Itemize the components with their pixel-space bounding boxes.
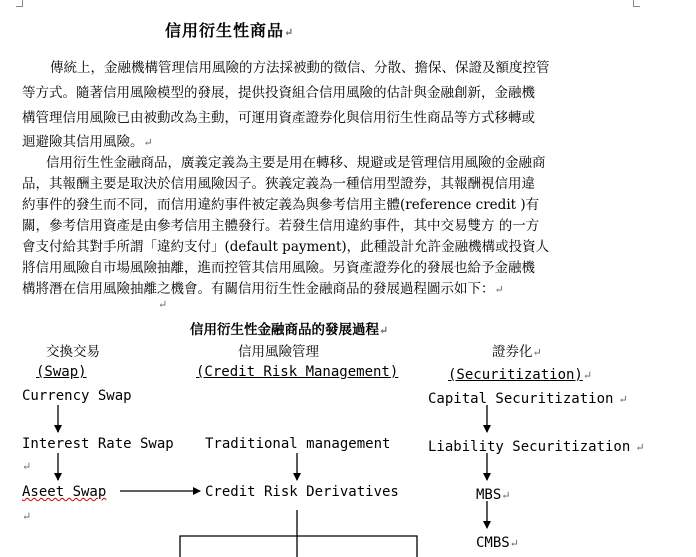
credit-node-derivatives: Credit Risk Derivatives xyxy=(205,484,399,500)
sec-node-mbs: MBS xyxy=(476,487,502,503)
paragraph-mark-icon: ↵ xyxy=(158,298,168,311)
sec-node-liability: Liability Securitization xyxy=(428,439,631,455)
paragraph-mark-icon: ↵ xyxy=(284,26,295,39)
paragraph-mark-icon: ↵ xyxy=(509,537,519,550)
paragraph-2-line-7: 構將潛在信用風險抽離之機會。有關信用衍生性金融商品的發展過程圖示如下：↵ xyxy=(22,281,504,297)
swap-node-interest-rate: Interest Rate Swap xyxy=(22,436,174,452)
paragraph-mark-icon: ↵ xyxy=(143,136,153,149)
swap-node-currency: Currency Swap xyxy=(22,388,132,404)
column-header-credit-risk: 信用風險管理 xyxy=(238,344,319,360)
paragraph-2-line-6: 將信用風險自市場風險抽離，進而控管其信用風險。另資產證券化的發展也給予金融機 xyxy=(22,260,535,276)
diagram-title: 信用衍生性金融商品的發展過程↵ xyxy=(190,322,389,338)
paragraph-mark-icon: ↵ xyxy=(582,369,593,382)
paragraph-2-line-4: 關，參考信用資產是由參考信用主體發行。若發生信用違約事件，其中交易雙方 的一方 xyxy=(22,218,540,234)
paragraph-1-line-1: 傳統上，金融機構管理信用風險的方法採被動的徵信、分散、擔保、保證及額度控管 xyxy=(50,60,550,76)
credit-node-traditional: Traditional management xyxy=(205,436,391,452)
paragraph-1-line-3: 構管理信用風險已由被動改為主動，可運用資產證券化與信用衍生性商品等方式移轉或 xyxy=(22,110,535,126)
paragraph-mark-icon: ↵ xyxy=(22,460,32,473)
connector-branch xyxy=(180,536,417,557)
paragraph-2-line-1: 信用衍生性金融商品，廣義定義為主要是用在轉移、規避或是管理信用風險的金融商 xyxy=(46,155,546,171)
paragraph-mark-icon: ↵ xyxy=(635,441,645,454)
paragraph-1-line-4: 迴避險其信用風險。↵ xyxy=(22,134,153,150)
sec-node-capital: Capital Securitization xyxy=(428,391,614,407)
paragraph-mark-icon: ↵ xyxy=(618,393,628,406)
paragraph-mark-icon: ↵ xyxy=(494,283,504,296)
column-header-swap: 交換交易 xyxy=(46,344,100,360)
paragraph-mark-icon: ↵ xyxy=(22,510,32,523)
document-title: 信用衍生性商品↵ xyxy=(165,21,295,40)
column-header-securitization: 證券化↵ xyxy=(492,344,542,360)
paragraph-2-line-3: 約事件的發生而不同，而信用違約事件被定義為與參考信用主體(reference credit )有 xyxy=(22,197,540,213)
paragraph-2-line-5: 會支付給其對手所謂「違約支付」(default payment)，此種設計允許金融機構或投資人 xyxy=(22,239,550,255)
paragraph-mark-icon: ↵ xyxy=(532,346,542,359)
paragraph-mark-icon: ↵ xyxy=(379,324,389,337)
column-subheader-credit-risk: (Credit Risk Management) xyxy=(196,364,399,380)
spellcheck-underline: Aseet Swap xyxy=(22,484,107,500)
column-subheader-securitization: (Securitization) xyxy=(448,367,583,383)
sec-node-cmbs: CMBS xyxy=(476,535,510,551)
paragraph-2-line-2: 品，其報酬主要是取決於信用風險因子。狹義定義為一種信用型證券，其報酬視信用違 xyxy=(22,176,535,192)
paragraph-mark-icon: ↵ xyxy=(501,489,511,502)
paragraph-1-line-2: 等方式。隨著信用風險模型的發展，提供投資組合信用風險的估計與金融創新，金融機 xyxy=(22,85,535,101)
column-subheader-swap: (Swap) xyxy=(36,364,87,380)
